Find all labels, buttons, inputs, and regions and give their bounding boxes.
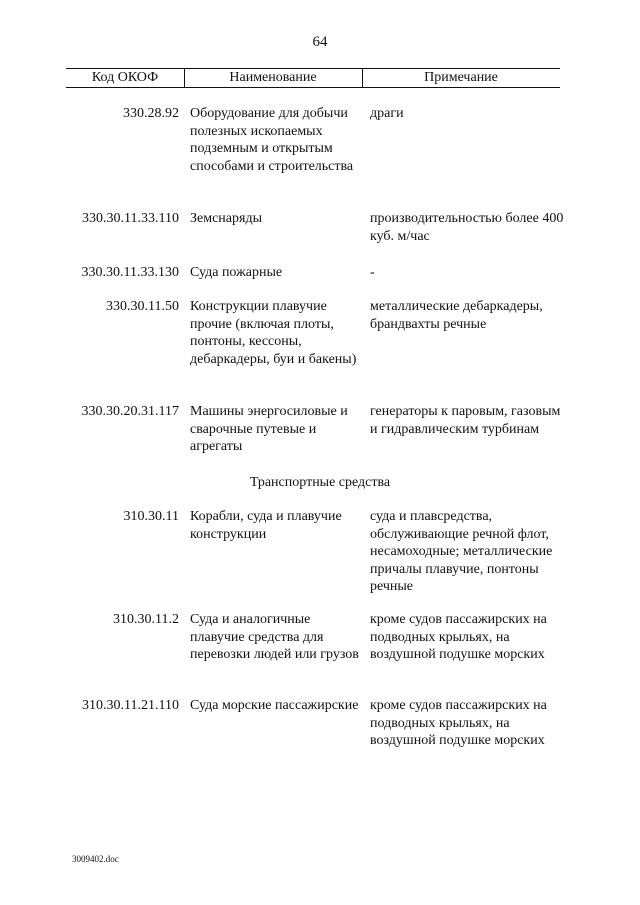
row-note: кроме судов пассажирских на подводных крыльях, на воздушной подушке морских: [370, 612, 547, 663]
row-note: суда и плавсредства, обслуживающие речной флот, несамоходные; металлические причалы плавучие, понтоны речные: [370, 509, 553, 595]
row-note: генераторы к паровым, газовым и гидравлическим турбинам: [370, 404, 561, 437]
row-name: Оборудование для добычи полезных ископаемых подземным и открытым способами и строительства: [190, 106, 354, 174]
row-name: Суда и аналогичные плавучие средства для перевозки людей или грузов: [190, 612, 359, 663]
row-note: -: [370, 265, 375, 280]
row-name: Суда пожарные: [190, 265, 283, 280]
row-name: Конструкции плавучие прочие (включая плоты, понтоны, кессоны, дебаркадеры, буи и бакены): [190, 299, 357, 367]
row-name: Корабли, суда и плавучие конструкции: [190, 509, 342, 542]
row-name: Машины энергосиловые и сварочные путевые и агрегаты: [190, 404, 348, 455]
header-name: Наименование: [229, 70, 317, 85]
section-title: Транспортные средства: [249, 475, 391, 490]
row-code: 330.28.92: [123, 106, 179, 121]
row-code: 310.30.11.2: [113, 612, 179, 627]
row-code: 310.30.11.21.110: [82, 698, 179, 713]
table-header: [66, 68, 560, 88]
header-note: Примечание: [424, 70, 498, 85]
row-code: 330.30.11.33.110: [82, 211, 179, 226]
page-number: 64: [312, 34, 328, 50]
file-name-footer: 3009402.doc: [72, 854, 119, 864]
row-code: 310.30.11: [123, 509, 179, 524]
row-name: Земснаряды: [190, 211, 262, 226]
row-note: драги: [370, 106, 404, 121]
row-note: производительностью более 400 куб. м/час: [370, 211, 564, 244]
row-note: кроме судов пассажирских на подводных крыльях, на воздушной подушке морских: [370, 698, 547, 749]
row-code: 330.30.20.31.117: [81, 404, 179, 419]
row-note: металлические дебаркадеры, брандвахты речные: [370, 299, 543, 332]
header-code: Код ОКОФ: [91, 70, 159, 85]
row-name: Суда морские пассажирские: [190, 698, 359, 713]
header-bottom-rule: [66, 87, 560, 88]
row-code: 330.30.11.50: [106, 299, 179, 314]
row-code: 330.30.11.33.130: [81, 265, 179, 280]
